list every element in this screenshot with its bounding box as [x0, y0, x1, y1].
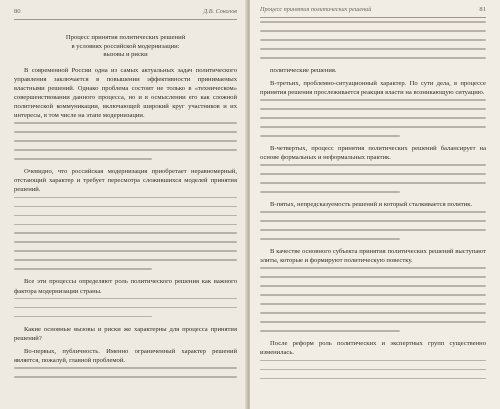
article-heading-line-1: Процесс принятия политических решений — [65, 34, 186, 41]
left-paragraph-4: Во-первых, публичность. Именно ограниченный характер решений является, пожалуй, главной проблемой. — [14, 347, 237, 364]
left-page-number: 80 — [14, 8, 21, 15]
right-page-number: 81 — [479, 6, 486, 13]
right-text-block-3 — [260, 164, 486, 193]
left-text-block-2 — [14, 197, 237, 270]
right-paragraph-3: В-четвертых, процесс принятия политических решений балансирует на основе формальных и неформальных практик. — [260, 145, 486, 162]
article-heading-line-3: вызовы и риски — [103, 51, 148, 59]
left-running-head-text: Д.В. Соколов — [203, 8, 237, 15]
right-text-block-2 — [260, 99, 486, 137]
article-heading — [22, 34, 229, 60]
right-paragraph-6: После реформ роль политических и экспертных групп существенно изменилась. — [260, 340, 486, 357]
left-paragraph-2: Очевидно, что российская модернизация приобретает неравномерный, отстающий характер и требует пересмотра сложившихся моделей принятия решений. — [14, 168, 237, 194]
right-paragraph-5: В качестве основного субъекта принятия политических решений выступают элиты, которые и формируют политическую повестку. — [260, 248, 486, 265]
right-paragraph-2: В-третьих, проблемно-ситуационный характер. По сути дела, в процессе принятия решения прослеживается реакция власти на возникающую ситуацию. — [260, 80, 486, 97]
left-text-block-4 — [14, 367, 237, 378]
right-paragraph-1: политические решения. — [270, 66, 337, 74]
right-text-block-6 — [260, 360, 486, 380]
left-text-block-1 — [14, 122, 237, 160]
left-question: Какие основные вызовы и риски же характерны для процесса принятия решений? — [14, 325, 237, 342]
right-text-block-5 — [260, 267, 486, 331]
left-running-head — [14, 8, 237, 20]
left-page — [0, 0, 247, 409]
right-page — [250, 0, 500, 409]
right-running-head-text: Процесс принятия политических решений — [260, 6, 372, 13]
left-text-block-3 — [14, 298, 237, 318]
article-heading-line-2: в условиях российской модернизации: — [71, 42, 180, 50]
left-paragraph-3: Все эти процессы определяют роль политического решения как важного фактора модернизации страны. — [14, 278, 237, 295]
right-text-block-0 — [260, 21, 486, 59]
right-text-block-4 — [260, 211, 486, 240]
left-paragraph-1: В современной России одна из самых актуальных задач политического управления заключается в повышении эффективности принимаемых властными решений. Однако проблема состоит не только в «техническом» совершенствовании данного процесса, но и в осмыслении его как сложной политической коммуникации, включающей широкий круг участников и их интересы, в том числе на этапе модернизации. — [14, 66, 237, 120]
right-paragraph-4: В-пятых, непредсказуемость решений и который сталкивается политик. — [270, 201, 473, 209]
right-running-head — [260, 6, 486, 18]
